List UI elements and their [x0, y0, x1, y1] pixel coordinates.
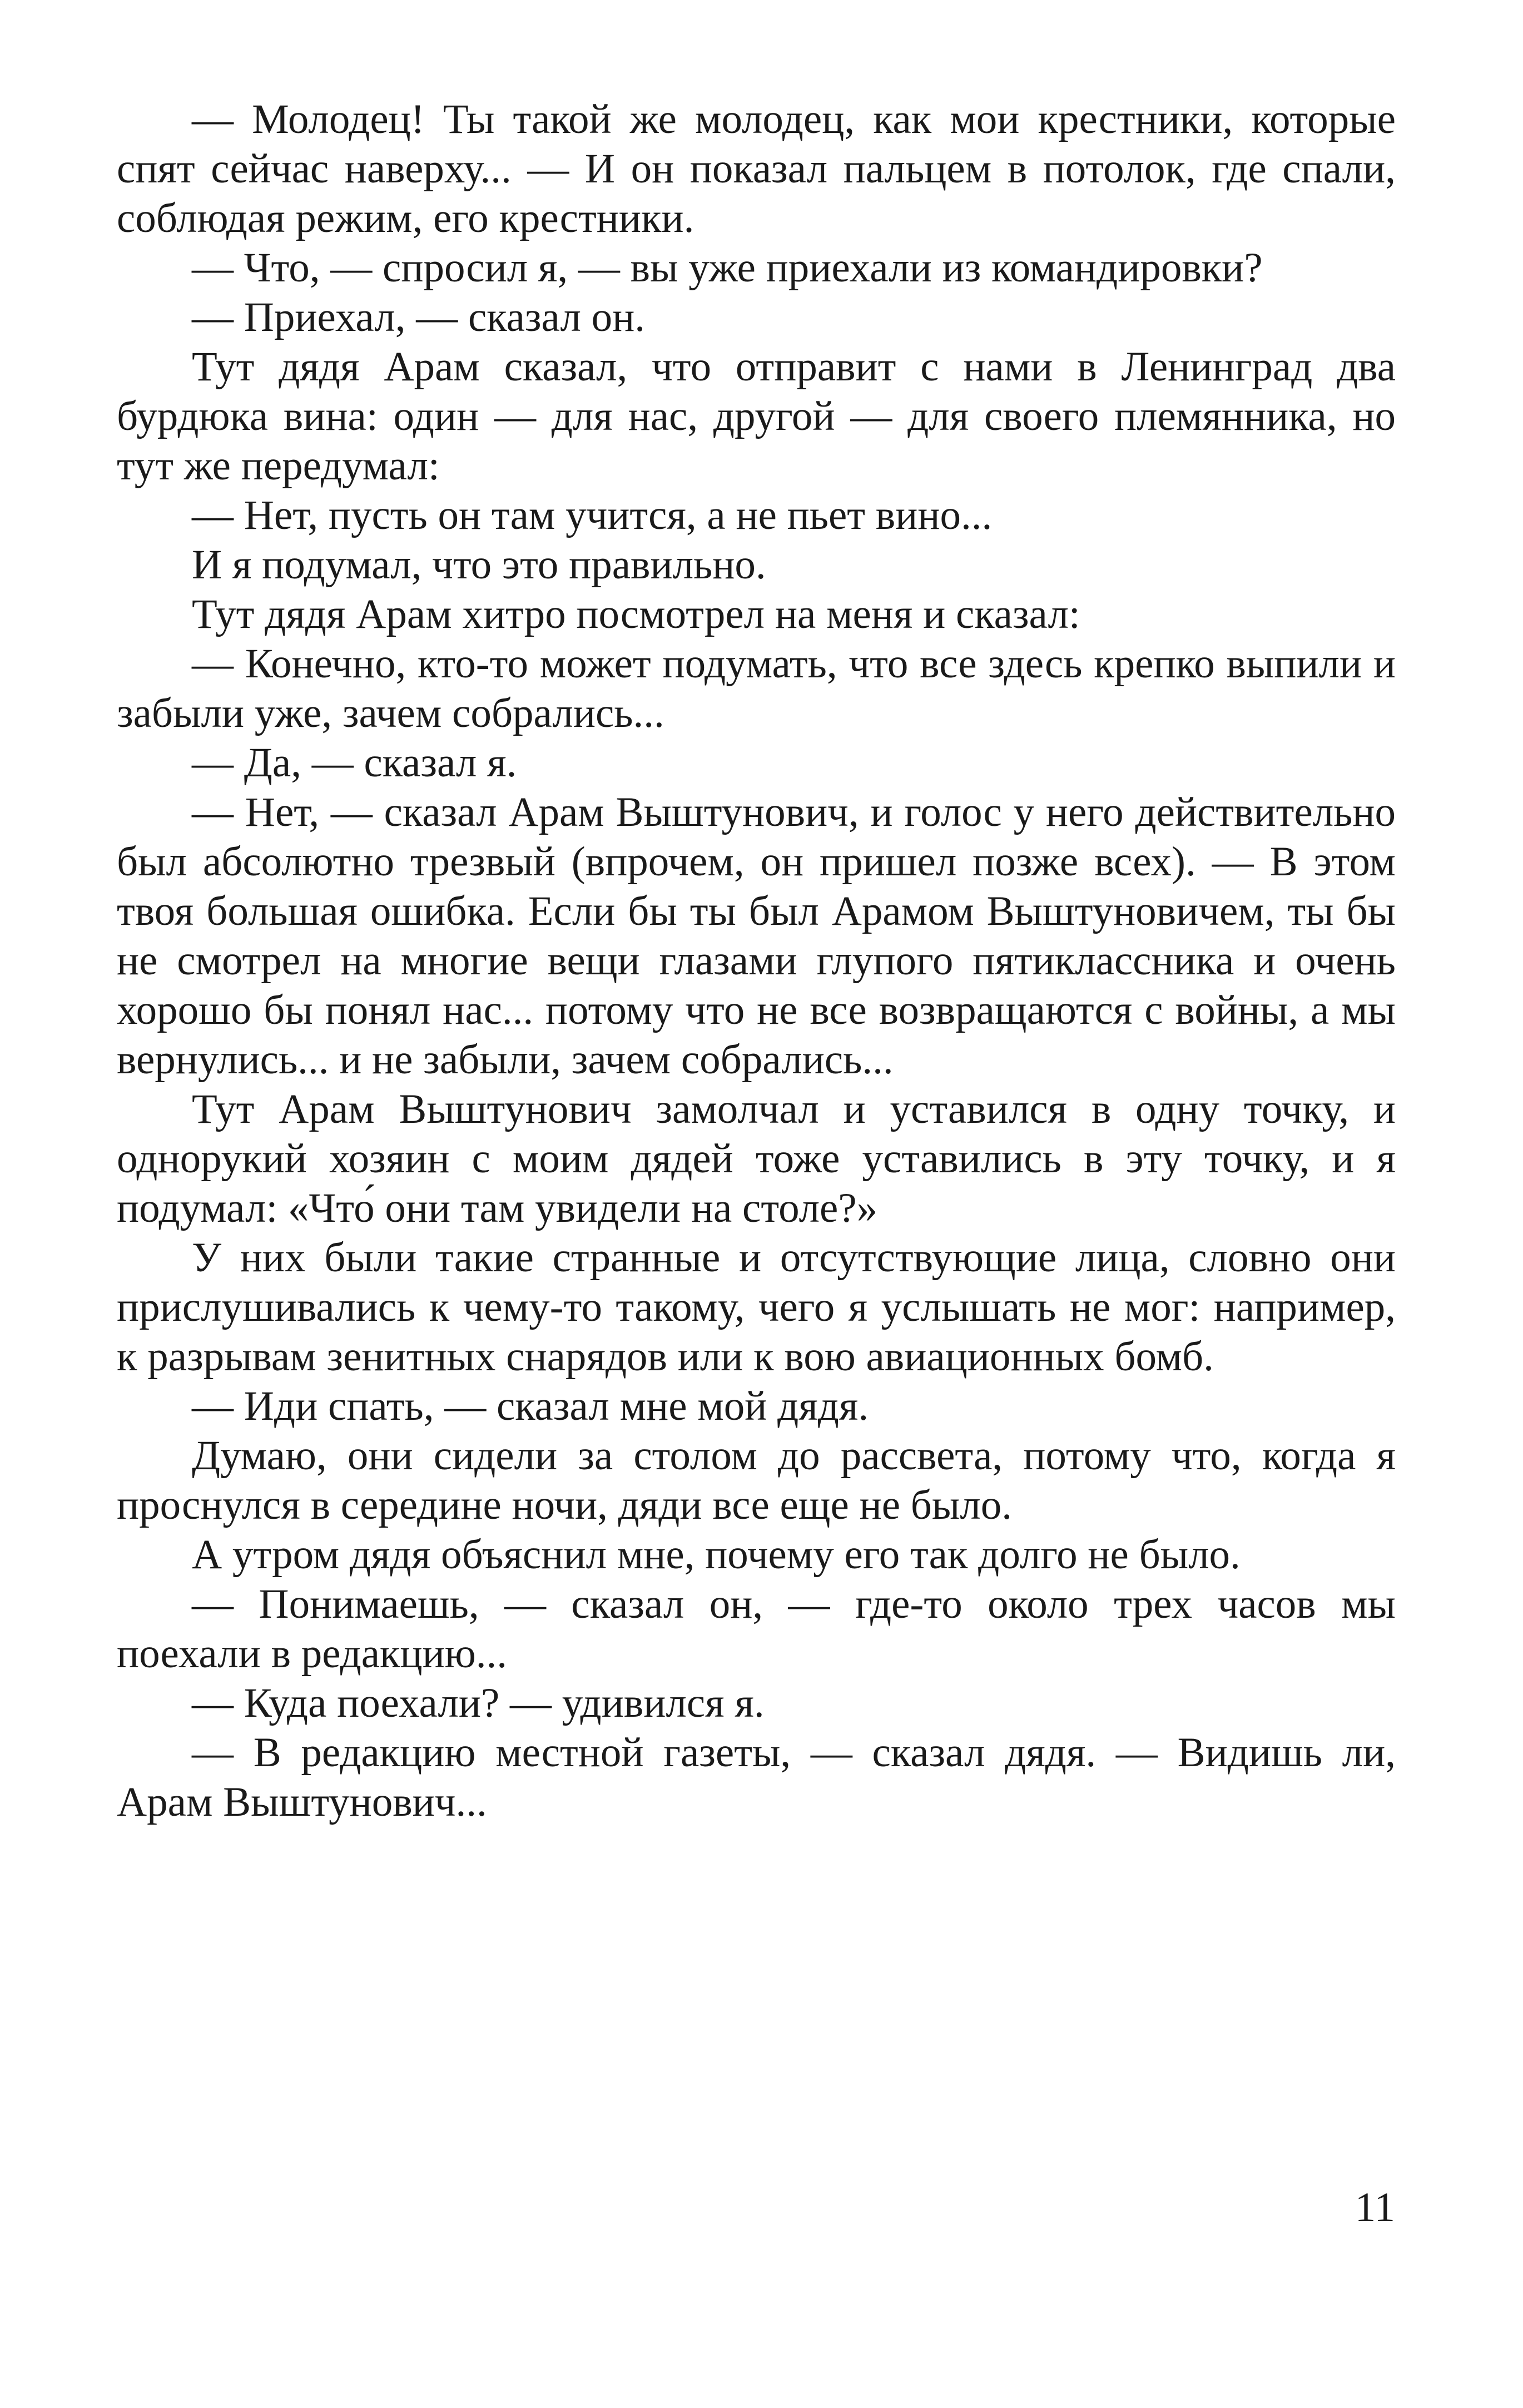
paragraph: — В редакцию местной газеты, — сказал дядя. — Видишь ли, Арам Выштунович...	[117, 1730, 1396, 1825]
paragraph: — Молодец! Ты такой же молодец, как мои крестники, которые спят сейчас наверху... — И он показал пальцем в потолок, где спали, соблюдая режим, его крестники.	[117, 96, 1396, 241]
page-number: 11	[1355, 2184, 1395, 2231]
paragraph: — Понимаешь, — сказал он, — где-то около трех часов мы поехали в редакцию...	[117, 1581, 1396, 1677]
paragraph: Тут дядя Арам хитро посмотрел на меня и сказал:	[192, 591, 1080, 637]
paragraph: Думаю, они сидели за столом до рассвета, потому что, когда я проснулся в середине ночи, дяди все еще не было.	[117, 1433, 1396, 1528]
paragraph: Тут Арам Выштунович замолчал и уставился в одну точку, и однорукий хозяин с моим дядей тоже уставились в эту точку, и я подумал: «Что́ они там увидели на столе?»	[117, 1086, 1396, 1231]
paragraph: — Нет, пусть он там учится, а не пьет вино...	[192, 492, 993, 538]
paragraph: Тут дядя Арам сказал, что отправит с нами в Ленинград два бурдюка вина: один — для нас, другой — для своего племянника, но тут же передумал:	[117, 344, 1396, 489]
paragraph: А утром дядя объяснил мне, почему его так долго не было.	[192, 1532, 1241, 1578]
paragraph: — Да, — сказал я.	[192, 740, 517, 786]
paragraph: — Приехал, — сказал он.	[192, 294, 646, 340]
paragraph: — Куда поехали? — удивился я.	[192, 1680, 765, 1726]
paragraph: И я подумал, что это правильно.	[192, 542, 766, 588]
paragraph: У них были такие странные и отсутствующие лица, словно они прислушивались к чему-то такому, чего я услышать не мог: например, к разрывам зенитных снарядов или к вою авиационных бомб.	[117, 1235, 1396, 1380]
paragraph: — Что, — спросил я, — вы уже приехали из командировки?	[192, 245, 1263, 291]
paragraph: — Конечно, кто-то может подумать, что все здесь крепко выпили и забыли уже, зачем собрались...	[117, 641, 1396, 736]
page-body	[117, 95, 1396, 1827]
paragraph: — Иди спать, — сказал мне мой дядя.	[192, 1383, 869, 1429]
paragraph: — Нет, — сказал Арам Выштунович, и голос у него действительно был абсолютно трезвый (впрочем, он пришел позже всех). — В этом твоя большая ошибка. Если бы ты был Арамом Выштуновичем, ты бы не смотрел на многие вещи глазами глупого пятиклассника и очень хорошо бы понял нас... потому что не все возвращаются с войны, а мы вернулись... и не забыли, зачем собрались...	[117, 789, 1396, 1083]
